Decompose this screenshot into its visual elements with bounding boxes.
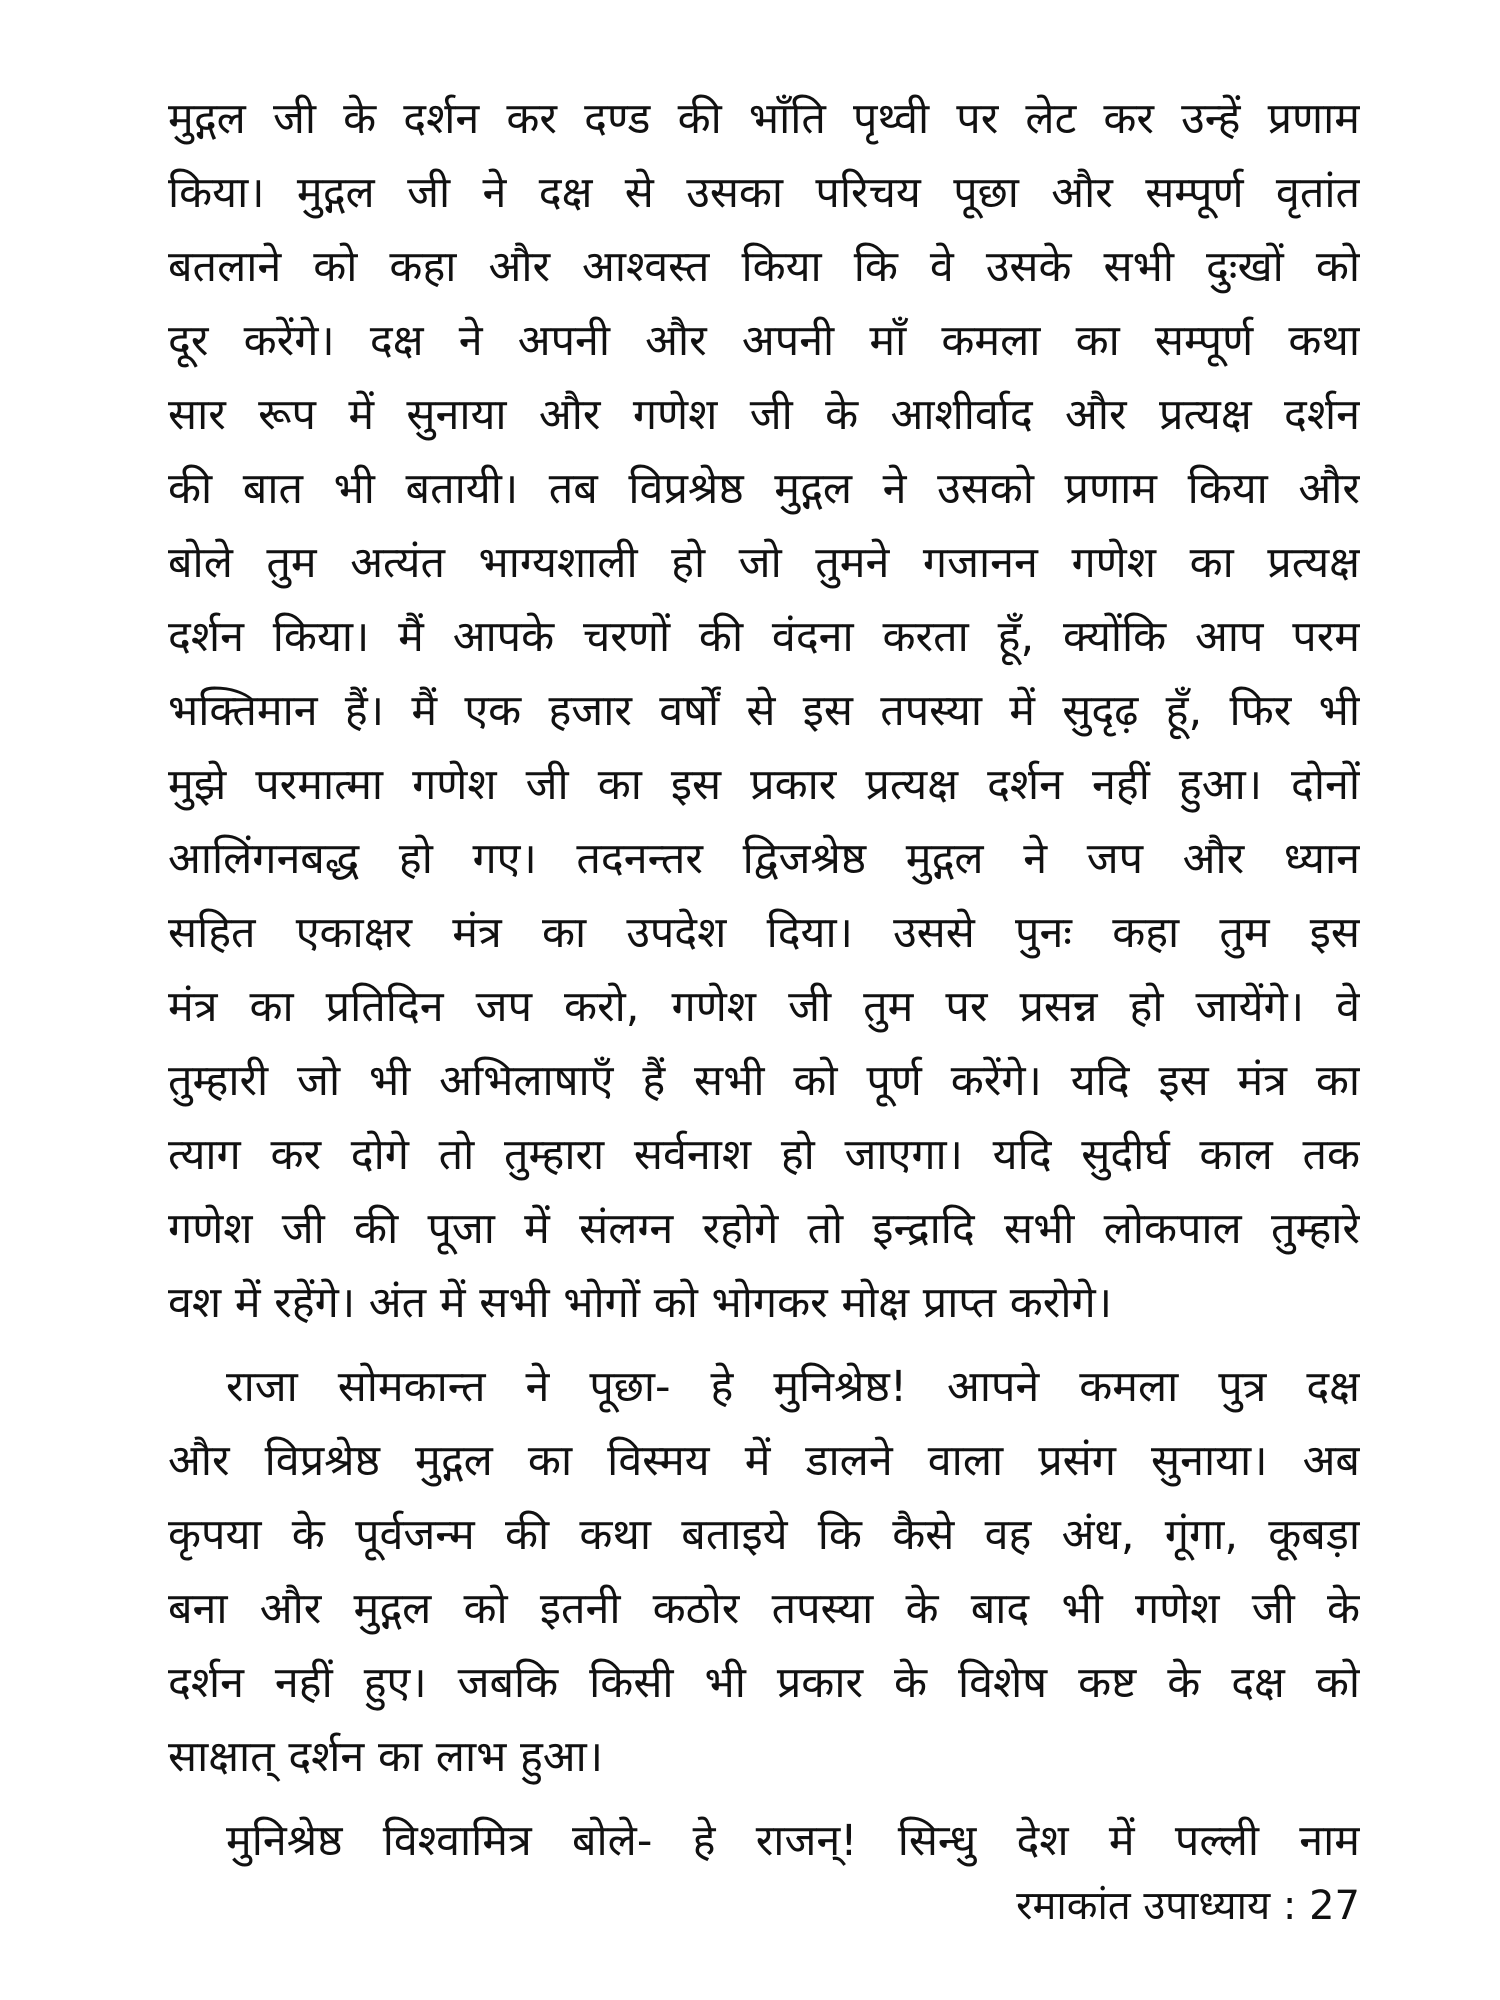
text-line: बोले तुम अत्यंत भाग्यशाली हो जो तुमने गजानन गणेश का प्रत्यक्ष: [168, 538, 1360, 588]
text-line: और विप्रश्रेष्ठ मुद्गल का विस्मय में डालने वाला प्रसंग सुनाया। अब: [168, 1436, 1360, 1486]
text-line: मुद्गल जी के दर्शन कर दण्ड की भाँति पृथ्वी पर लेट कर उन्हें प्रणाम: [168, 94, 1360, 144]
text-line: भक्तिमान हैं। मैं एक हजार वर्षों से इस तपस्या में सुदृढ़ हूँ, फिर भी: [168, 686, 1360, 736]
page-body: [168, 82, 1360, 1878]
text-line: साक्षात् दर्शन का लाभ हुआ।: [168, 1732, 604, 1782]
page-footer: रमाकांत उपाध्याय : 27: [1016, 1883, 1360, 1929]
text-line: सहित एकाक्षर मंत्र का उपदेश दिया। उससे पुनः कहा तुम इस: [168, 908, 1360, 958]
text-line: कृपया के पूर्वजन्म की कथा बताइये कि कैसे वह अंध, गूंगा, कूबड़ा: [168, 1510, 1360, 1560]
text-line: मुझे परमात्मा गणेश जी का इस प्रकार प्रत्यक्ष दर्शन नहीं हुआ। दोनों: [168, 760, 1360, 810]
text-line: गणेश जी की पूजा में संलग्न रहोगे तो इन्द्रादि सभी लोकपाल तुम्हारे: [168, 1204, 1360, 1254]
text-line: वश में रहेंगे। अंत में सभी भोगों को भोगकर मोक्ष प्राप्त करोगे।: [168, 1278, 1113, 1328]
paragraph-gap: [168, 1794, 1360, 1804]
text-line: दर्शन नहीं हुए। जबकि किसी भी प्रकार के विशेष कष्ट के दक्ष को: [168, 1658, 1360, 1708]
text-line: तुम्हारी जो भी अभिलाषाएँ हैं सभी को पूर्ण करेंगे। यदि इस मंत्र का: [168, 1056, 1360, 1106]
paragraph-1: [168, 82, 1360, 1340]
text-line: सार रूप में सुनाया और गणेश जी के आशीर्वाद और प्रत्यक्ष दर्शन: [168, 390, 1360, 440]
text-line: बतलाने को कहा और आश्वस्त किया कि वे उसके सभी दुःखों को: [168, 242, 1360, 292]
text-line: दर्शन किया। मैं आपके चरणों की वंदना करता हूँ, क्योंकि आप परम: [168, 612, 1360, 662]
text-line: मुनिश्रेष्ठ विश्वामित्र बोले- हे राजन्! सिन्धु देश में पल्ली नाम: [226, 1816, 1360, 1866]
text-line: दूर करेंगे। दक्ष ने अपनी और अपनी माँ कमला का सम्पूर्ण कथा: [168, 316, 1360, 366]
text-line: आलिंगनबद्ध हो गए। तदनन्तर द्विजश्रेष्ठ मुद्गल ने जप और ध्यान: [168, 834, 1360, 884]
text-line: मंत्र का प्रतिदिन जप करो, गणेश जी तुम पर प्रसन्न हो जायेंगे। वे: [168, 982, 1360, 1032]
paragraph-gap: [168, 1340, 1360, 1350]
text-line: की बात भी बतायी। तब विप्रश्रेष्ठ मुद्गल ने उसको प्रणाम किया और: [168, 464, 1360, 514]
paragraph-2: [168, 1350, 1360, 1794]
text-line: त्याग कर दोगे तो तुम्हारा सर्वनाश हो जाएगा। यदि सुदीर्घ काल तक: [168, 1130, 1360, 1180]
paragraph-3: [168, 1804, 1360, 1878]
text-line: राजा सोमकान्त ने पूछा- हे मुनिश्रेष्ठ! आपने कमला पुत्र दक्ष: [226, 1362, 1360, 1412]
text-line: किया। मुद्गल जी ने दक्ष से उसका परिचय पूछा और सम्पूर्ण वृतांत: [168, 168, 1360, 218]
text-line: बना और मुद्गल को इतनी कठोर तपस्या के बाद भी गणेश जी के: [168, 1584, 1360, 1634]
